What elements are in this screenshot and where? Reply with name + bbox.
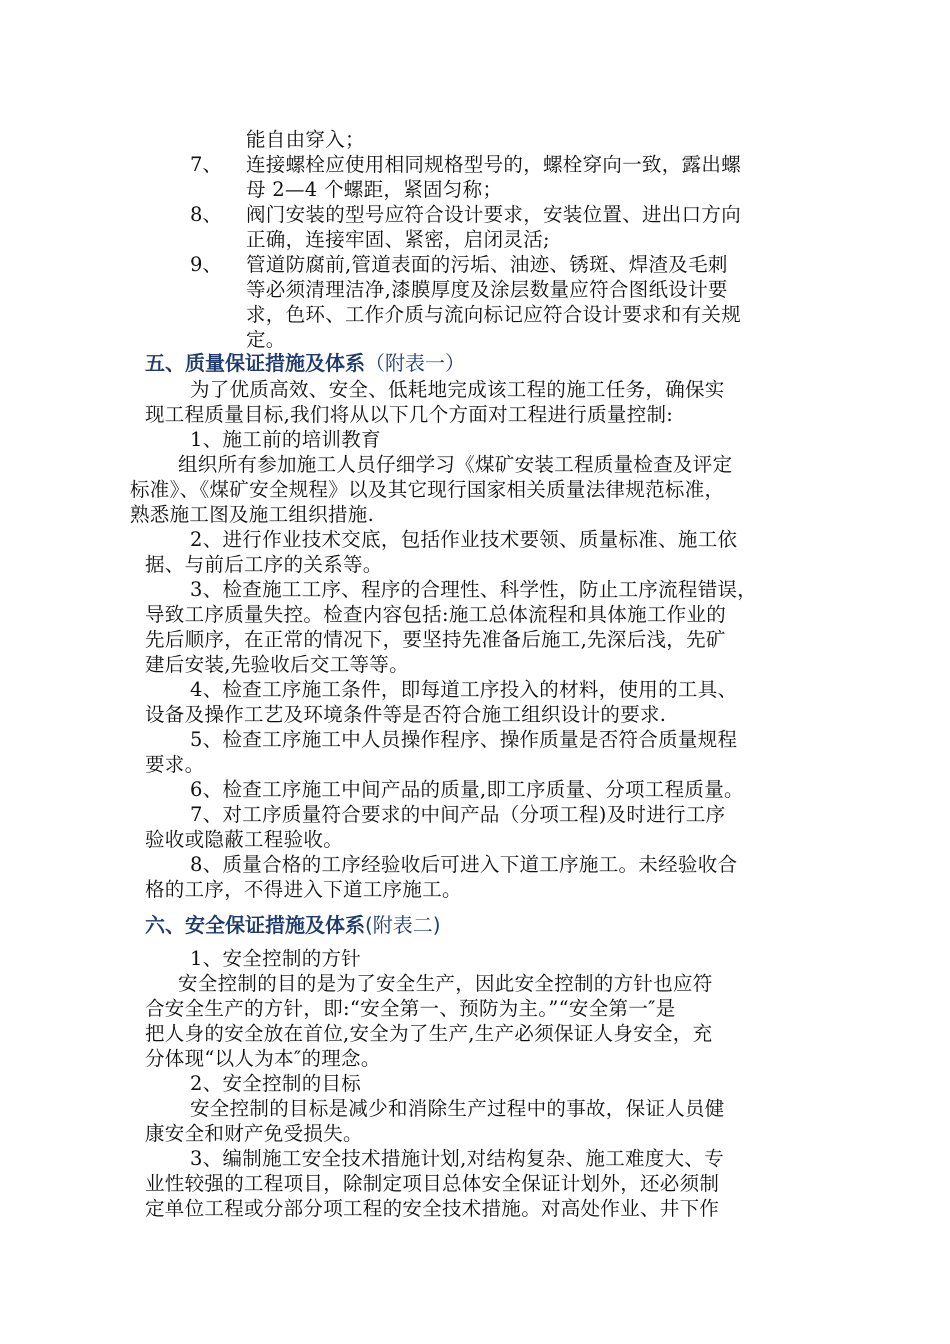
section-6-line: 合安全生产的方针，即:“安全第一、预防为主。”“安全第一″是 [145, 997, 676, 1020]
section-6-subheading: 1、安全控制的方针 [190, 947, 362, 970]
section-5-line: 导致工序质量失控。检查内容包括:施工总体流程和具体施工作业的 [145, 603, 727, 626]
list-item-6-tail: 能自由穿入； [246, 128, 365, 151]
section-6-line: 康安全和财产免受损失。 [145, 1122, 363, 1145]
section-5-line: 据、与前后工序的关系等。 [145, 553, 383, 576]
section-5-line: 建后安装,先验收后交工等等。 [145, 653, 409, 676]
section-5-line: 格的工序，不得进入下道工序施工。 [145, 878, 462, 901]
section-5-heading [145, 350, 465, 376]
list-item-9-line-4: 定。 [246, 328, 286, 351]
list-number-8: 8、 [190, 203, 222, 226]
list-number-9: 9、 [190, 253, 222, 276]
section-5-line: 先后顺序，在正常的情况下，要坚持先准备后施工,先深后浅，先矿 [145, 628, 726, 651]
section-5-line: 为了优质高效、安全、低耗地完成该工程的施工任务，确保实 [190, 378, 725, 401]
section-5-note: （附表一） [365, 351, 465, 375]
section-6-subheading: 2、安全控制的目标 [190, 1072, 362, 1095]
list-item-7-line-2: 母 2—4 个螺距，紧固匀称； [246, 178, 503, 201]
section-5-line: 现工程质量目标,我们将从以下几个方面对工程进行质量控制: [145, 403, 674, 426]
section-5-title: 五、质量保证措施及体系 [145, 351, 365, 375]
section-5-subheading: 1、施工前的培训教育 [190, 428, 381, 451]
section-5-line: 组织所有参加施工人员仔细学习《煤矿安装工程质量检查及评定 [178, 453, 733, 476]
section-5-line: 设备及操作工艺及环境条件等是否符合施工组织设计的要求. [145, 703, 667, 726]
section-5-line: 2、进行作业技术交底，包括作业技术要领、质量标准、施工依 [190, 528, 738, 551]
list-number-7: 7、 [190, 153, 222, 176]
section-5-line: 标准》、《煤矿安全规程》以及其它现行国家相关质量法律规范标准， [130, 478, 725, 501]
section-6-note: (附表二) [365, 913, 441, 937]
section-5-line: 5、检查工序施工中人员操作程序、操作质量是否符合质量规程 [190, 728, 738, 751]
section-5-line: 3、检查施工工序、程序的合理性、科学性，防止工序流程错误， [190, 578, 758, 601]
list-item-7-line-1: 连接螺栓应使用相同规格型号的，螺栓穿向一致，露出螺 [246, 153, 742, 176]
section-5-line: 7、对工序质量符合要求的中间产品（分项工程)及时进行工序 [190, 803, 726, 826]
section-6-title: 六、安全保证措施及体系 [145, 913, 365, 937]
section-6-line: 3、编制施工安全技术措施计划,对结构复杂、施工难度大、专 [190, 1147, 725, 1170]
section-5-line: 熟悉施工图及施工组织措施. [130, 503, 375, 526]
section-6-line: 安全控制的目的是为了安全生产，因此安全控制的方针也应符 [178, 972, 713, 995]
section-5-line: 4、检查工序施工条件，即每道工序投入的材料，使用的工具、 [190, 678, 738, 701]
section-5-line: 6、检查工序施工中间产品的质量,即工序质量、分项工程质量。 [190, 778, 744, 801]
list-item-9-line-3: 求，色环、工作介质与流向标记应符合设计要求和有关规 [246, 303, 742, 326]
list-item-8-line-1: 阀门安装的型号应符合设计要求，安装位置、进出口方向 [246, 203, 742, 226]
list-item-9-line-2: 等必须清理洁净,漆膜厚度及涂层数量应符合图纸设计要 [246, 278, 728, 301]
section-6-line: 分体现“以人为本″的理念。 [145, 1047, 381, 1070]
section-6-line: 把人身的安全放在首位,安全为了生产,生产必须保证人身安全，充 [145, 1022, 713, 1045]
section-6-heading [145, 912, 441, 938]
list-item-8-line-2: 正确，连接牢固、紧密，启闭灵活; [246, 228, 550, 251]
section-6-line: 业性较强的工程项目，除制定项目总体安全保证计划外，还必须制 [145, 1172, 720, 1195]
list-item-9-line-1: 管道防腐前,管道表面的污垢、油迹、锈斑、焊渣及毛刺 [246, 253, 728, 276]
section-5-line: 8、质量合格的工序经验收后可进入下道工序施工。未经验收合 [190, 853, 738, 876]
section-5-line: 要求。 [145, 753, 205, 776]
section-6-line: 定单位工程或分部分项工程的安全技术措施。对高处作业、井下作 [145, 1197, 720, 1220]
section-6-line: 安全控制的目标是减少和消除生产过程中的事故，保证人员健 [190, 1097, 725, 1120]
section-5-line: 验收或隐蔽工程验收。 [145, 828, 344, 851]
